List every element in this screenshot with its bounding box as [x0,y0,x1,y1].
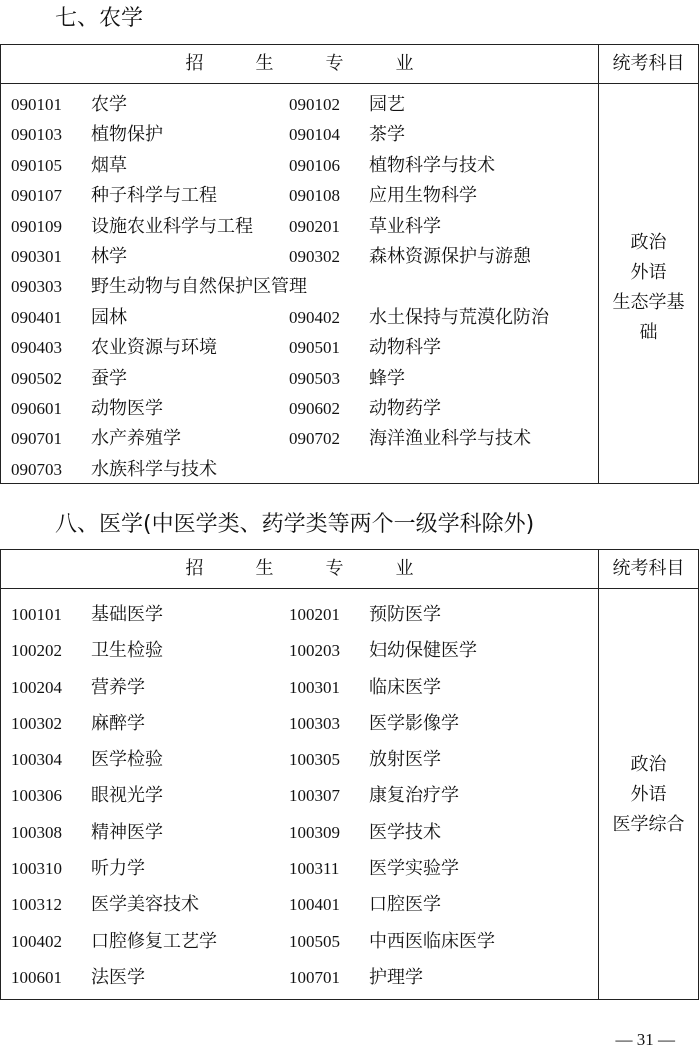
major-code: 090103 [11,125,62,145]
major-code: 090107 [11,186,62,206]
major-code: 090302 [289,246,340,266]
major-name: 动物医学 [91,397,163,419]
major-name: 园林 [91,306,127,328]
major-name: 口腔修复工艺学 [91,930,217,952]
major-name: 农学 [91,94,127,115]
header-major-char: 业 [395,558,414,579]
header-major-char: 招 [185,558,204,579]
major-code: 090503 [289,368,340,388]
major-code: 090501 [289,338,340,358]
table-row [1,424,598,454]
major-code: 090106 [289,155,340,175]
major-name: 麻醉学 [91,712,145,734]
major-name: 眼视光学 [91,785,163,807]
major-name: 临床医学 [369,676,441,698]
header-subjects: 统考科目 [612,558,685,579]
table-row [1,242,598,272]
major-code: 100303 [289,713,340,733]
major-name: 蜂学 [369,367,405,389]
major-name: 园艺 [369,94,405,115]
major-code: 090104 [289,125,340,145]
major-code: 090403 [11,338,62,358]
exam-subject: 外语 [630,262,667,283]
table-row [1,364,598,394]
major-code: 100505 [289,931,340,951]
major-name: 预防医学 [369,604,441,625]
major-name: 医学技术 [369,821,441,843]
major-name: 护理学 [369,966,423,988]
major-code: 090101 [11,95,62,114]
major-list [1,600,598,999]
major-name: 农业资源与环境 [91,337,217,359]
table-row [1,854,598,890]
table-row [1,181,598,211]
exam-subjects [599,228,698,348]
major-code: 090601 [11,398,62,418]
major-name: 法医学 [91,966,145,988]
major-code: 090301 [11,246,62,266]
exam-subject: 政治 [630,754,667,775]
exam-subject: 生态学基 [612,292,685,313]
major-name: 医学实验学 [369,858,459,880]
table-row [1,781,598,817]
major-name: 康复治疗学 [369,785,459,807]
major-code: 090201 [289,216,340,236]
major-name: 妇幼保健医学 [369,640,477,662]
exam-subject: 政治 [630,232,667,253]
exam-subject: 外语 [630,784,667,805]
header-major-char: 业 [395,53,414,74]
major-code: 100202 [11,641,62,661]
major-name: 动物药学 [369,397,441,419]
header-major-char: 专 [325,53,344,74]
major-code: 090102 [289,95,340,114]
major-code: 100306 [11,786,62,806]
major-code: 090401 [11,307,62,327]
table-header [1,45,698,84]
table-row [1,455,598,485]
major-code: 100302 [11,713,62,733]
table-row [1,303,598,333]
header-major-char: 生 [255,558,274,579]
major-name: 精神医学 [91,821,163,843]
major-code: 090109 [11,216,62,236]
major-name: 基础医学 [91,604,163,625]
major-code: 090702 [289,429,340,449]
major-code: 090402 [289,307,340,327]
table-row [1,212,598,242]
table-row [1,151,598,181]
major-name: 医学影像学 [369,712,459,734]
major-code: 100308 [11,822,62,842]
major-code: 100309 [289,822,340,842]
major-name: 蚕学 [91,367,127,389]
major-name: 海洋渔业科学与技术 [369,428,531,450]
table-row [1,120,598,150]
major-name: 种子科学与工程 [91,185,217,207]
major-name: 营养学 [91,676,145,698]
major-code: 100101 [11,605,62,624]
major-code: 100201 [289,605,340,624]
major-code: 100701 [289,967,340,987]
major-code: 100311 [289,859,340,879]
table-agriculture [0,44,699,484]
major-name: 水族科学与技术 [91,458,217,480]
major-name: 医学检验 [91,749,163,771]
table-row [1,673,598,709]
major-name: 卫生检验 [91,640,163,662]
major-name: 设施农业科学与工程 [91,215,253,237]
major-name: 水产养殖学 [91,428,181,450]
exam-subjects [599,750,698,840]
major-name: 烟草 [91,154,127,176]
major-name: 口腔医学 [369,894,441,916]
major-name: 野生动物与自然保护区管理 [91,276,307,298]
major-code: 100204 [11,677,62,697]
table-row [1,890,598,926]
major-name: 草业科学 [369,215,441,237]
major-name: 动物科学 [369,337,441,359]
exam-subject: 础 [639,322,658,343]
major-name: 植物保护 [91,124,163,146]
major-name: 森林资源保护与游憩 [369,245,531,267]
header-major-char: 专 [325,558,344,579]
major-code: 100401 [289,895,340,915]
table-row [1,636,598,672]
major-code: 090105 [11,155,62,175]
header-major-char: 招 [185,53,204,74]
major-code: 090703 [11,459,62,479]
header-subjects: 统考科目 [612,53,685,74]
section-title-agriculture: 七、农学 [55,6,144,31]
major-code: 100304 [11,750,62,770]
major-name: 应用生物科学 [369,185,477,207]
major-name: 医学美容技术 [91,894,199,916]
table-row [1,927,598,963]
major-code: 100307 [289,786,340,806]
table-medicine [0,549,699,1000]
major-code: 090701 [11,429,62,449]
major-name: 听力学 [91,858,145,880]
major-name: 植物科学与技术 [369,154,495,176]
table-row [1,394,598,424]
major-code: 090602 [289,398,340,418]
major-name: 中西医临床医学 [369,930,495,952]
table-row [1,818,598,854]
page-number: — 31 — [615,1030,675,1049]
table-row [1,600,598,636]
major-code: 090108 [289,186,340,206]
header-major [1,550,598,588]
section-title-medicine: 八、医学(中医学类、药学类等两个一级学科除外) [55,512,535,537]
table-row [1,272,598,302]
major-code: 100402 [11,931,62,951]
major-name: 水土保持与荒漠化防治 [369,306,549,328]
major-code: 090303 [11,277,62,297]
header-major-char: 生 [255,53,274,74]
table-row [1,333,598,363]
major-name: 茶学 [369,124,405,146]
major-name: 林学 [91,245,127,267]
major-code: 100301 [289,677,340,697]
major-code: 090502 [11,368,62,388]
exam-subject: 医学综合 [612,814,685,835]
table-row [1,90,598,120]
major-name: 放射医学 [369,749,441,771]
table-row [1,963,598,999]
major-list [1,90,598,485]
major-code: 100310 [11,859,62,879]
table-header [1,550,698,589]
major-code: 100312 [11,895,62,915]
header-major [1,45,598,83]
table-row [1,709,598,745]
major-code: 100305 [289,750,340,770]
major-code: 100601 [11,967,62,987]
major-code: 100203 [289,641,340,661]
table-row [1,745,598,781]
